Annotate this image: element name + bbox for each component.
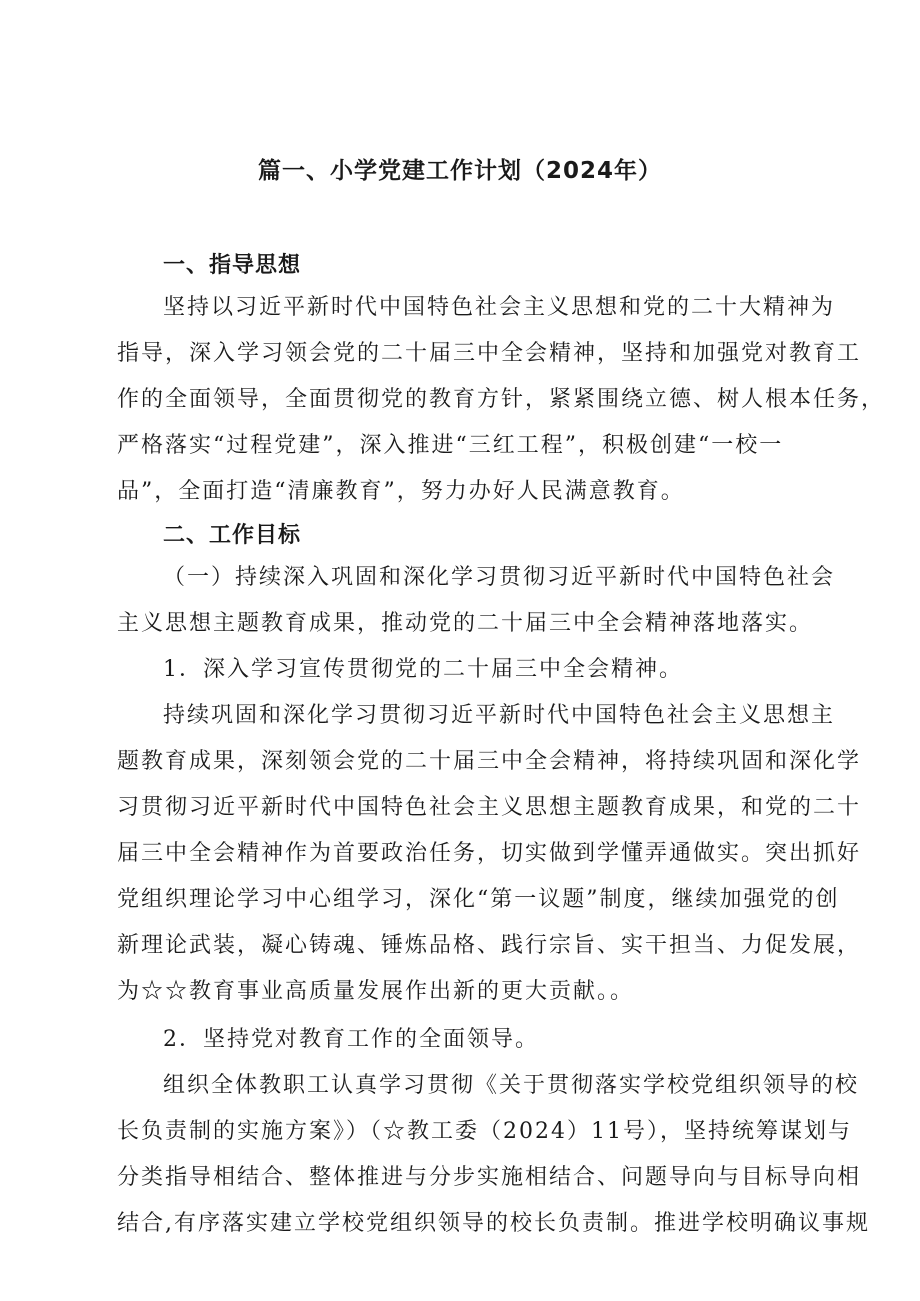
paragraph-line: 主义思想主题教育成果，推动党的二十届三中全会精神落地落实。 <box>117 611 814 636</box>
paragraph-line: 指导，深入学习领会党的二十届三中全会精神，坚持和加强党对教育工 <box>117 341 862 366</box>
document-title: 篇一、小学党建工作计划（2024年） <box>257 158 662 184</box>
paragraph-line: 长负责制的实施方案》）（☆教工委（2024）11号），坚持统筹谋划与 <box>117 1119 852 1144</box>
paragraph-line: 为☆☆教育事业高质量发展作出新的更大贡献。。 <box>117 979 635 1004</box>
paragraph-line: 坚持以习近平新时代中国特色社会主义思想和党的二十大精神为 <box>163 295 836 320</box>
paragraph-line: 题教育成果，深刻领会党的二十届三中全会精神，将持续巩固和深化学 <box>117 749 862 774</box>
item-title: 2．坚持党对教育工作的全面领导。 <box>163 1027 539 1052</box>
paragraph-line: 品”，全面打造“清廉教育”，努力办好人民满意教育。 <box>117 479 685 504</box>
paragraph-line: 党组织理论学习中心组学习，深化“第一议题”制度，继续加强党的创 <box>117 887 840 912</box>
paragraph-line: 结合,有序落实建立学校党组织领导的校长负责制。推进学校明确议事规 <box>117 1211 870 1236</box>
section-heading-guiding-ideology: 一、指导思想 <box>163 253 302 278</box>
item-title: 1．深入学习宣传贯彻党的二十届三中全会精神。 <box>163 657 683 682</box>
section-heading-work-goals: 二、工作目标 <box>163 523 302 548</box>
paragraph-line: 组织全体教职工认真学习贯彻《关于贯彻落实学校党组织领导的校 <box>163 1073 860 1098</box>
paragraph-line: 严格落实“过程党建”，深入推进“三红工程”，积极创建“一校一 <box>117 433 784 458</box>
paragraph-line: 持续巩固和深化学习贯彻习近平新时代中国特色社会主义思想主 <box>163 703 836 728</box>
paragraph-line: 分类指导相结合、整体推进与分步实施相结合、问题导向与目标导向相 <box>117 1165 862 1190</box>
paragraph-line: （一）持续深入巩固和深化学习贯彻习近平新时代中国特色社会 <box>163 565 836 590</box>
paragraph-line: 习贯彻习近平新时代中国特色社会主义思想主题教育成果，和党的二十 <box>117 795 862 820</box>
paragraph-line: 作的全面领导，全面贯彻党的教育方针，紧紧围绕立德、树人根本任务， <box>117 387 886 412</box>
paragraph-line: 新理论武装，凝心铸魂、锤炼品格、践行宗旨、实干担当、力促发展， <box>117 933 862 958</box>
paragraph-line: 届三中全会精神作为首要政治任务，切实做到学懂弄通做实。突出抓好 <box>117 841 862 866</box>
